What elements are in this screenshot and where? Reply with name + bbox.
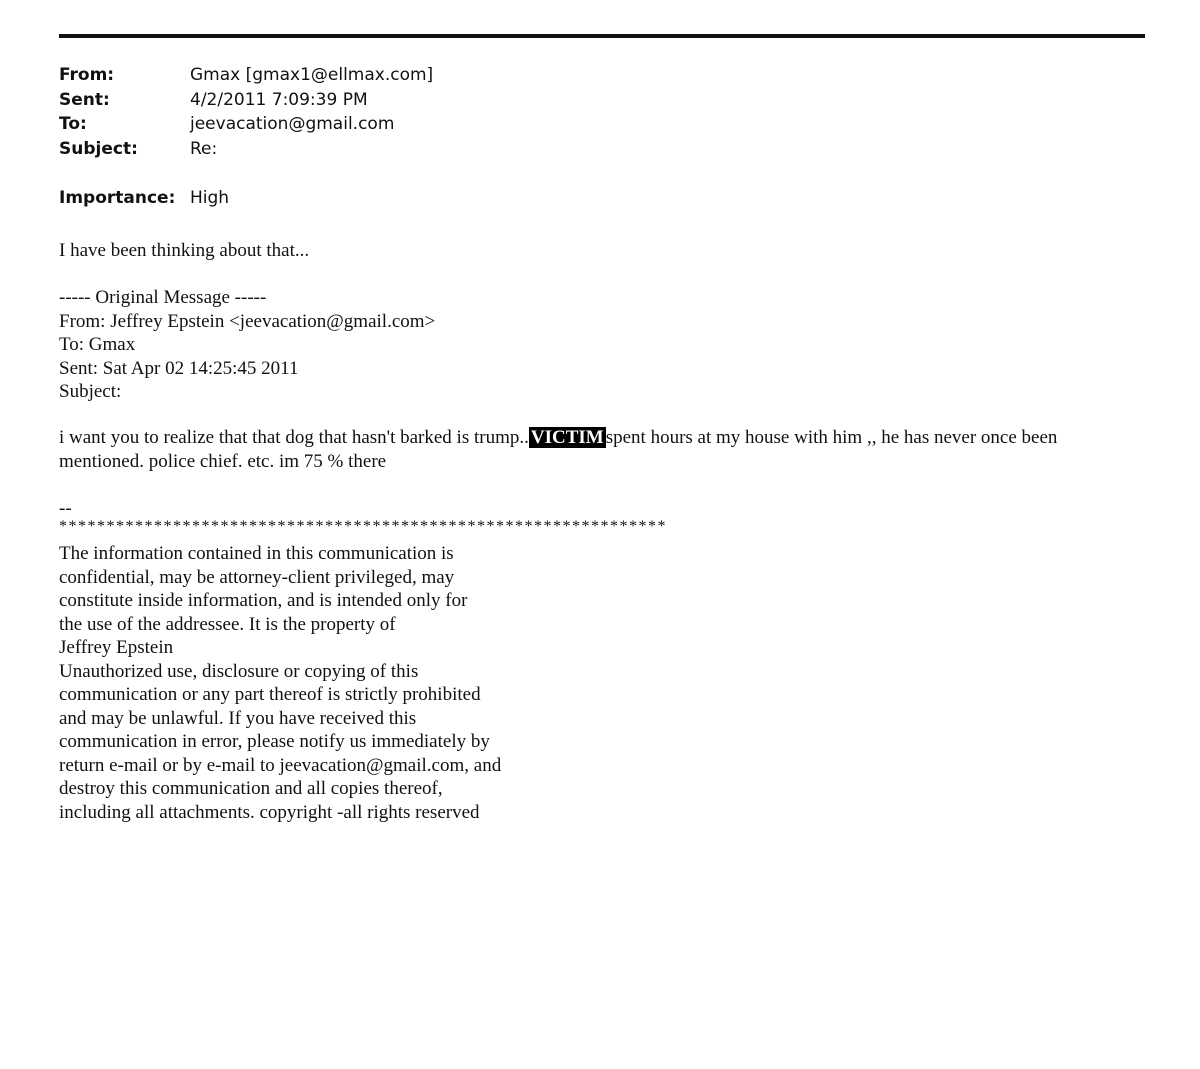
to-value: jeevacation@gmail.com bbox=[190, 114, 395, 135]
disclaimer-line: communication or any part thereof is strictly prohibited bbox=[59, 684, 481, 705]
reply-text: I have been thinking about that... bbox=[59, 240, 310, 261]
disclaimer-line: destroy this communication and all copies thereof, bbox=[59, 778, 443, 799]
disclaimer-line: confidential, may be attorney-client privileged, may bbox=[59, 566, 455, 588]
body-line-1-start: i want you to realize that that dog that hasn't barked is trump.. bbox=[59, 427, 529, 448]
disclaimer-line: the use of the addressee. It is the property of bbox=[59, 613, 396, 635]
from-value: Gmax [gmax1@ellmax.com] bbox=[190, 65, 434, 85]
message-body bbox=[59, 426, 1057, 473]
disclaimer-line: including all attachments. copyright -all rights reserved bbox=[59, 801, 480, 823]
signature-stars: **************************************************************** bbox=[59, 518, 667, 535]
sent-label: Sent: bbox=[59, 89, 110, 110]
to-label: To: bbox=[59, 114, 87, 135]
disclaimer-line: The information contained in this communication is bbox=[59, 543, 454, 564]
importance-label: Importance: bbox=[59, 188, 176, 208]
body-line-2: mentioned. police chief. etc. im 75 % there bbox=[59, 450, 387, 472]
redaction-box: VICTIM bbox=[530, 427, 604, 448]
body-line-1-end: spent hours at my house with him ,, he has never once been bbox=[605, 427, 1058, 448]
disclaimer-line: Unauthorized use, disclosure or copying of this bbox=[59, 660, 419, 682]
original-to-line: To: Gmax bbox=[59, 334, 136, 355]
original-sent-line: Sent: Sat Apr 02 14:25:45 2011 bbox=[59, 357, 299, 379]
sent-value: 4/2/2011 7:09:39 PM bbox=[190, 89, 368, 110]
original-from-line: From: Jeffrey Epstein <jeevacation@gmail.com> bbox=[59, 310, 436, 332]
disclaimer-line: and may be unlawful. If you have received this bbox=[59, 707, 417, 729]
original-subject-line: Subject: bbox=[59, 381, 122, 402]
subject-label: Subject: bbox=[59, 138, 138, 159]
from-label: From: bbox=[59, 65, 115, 85]
original-message-marker: ----- Original Message ----- bbox=[59, 287, 267, 308]
top-divider bbox=[59, 34, 1145, 38]
disclaimer-line: communication in error, please notify us immediately by bbox=[59, 731, 490, 752]
subject-value: Re: bbox=[190, 138, 218, 159]
importance-value: High bbox=[190, 188, 230, 208]
confidentiality-disclaimer bbox=[59, 542, 501, 824]
original-message-header bbox=[59, 286, 435, 404]
disclaimer-line: return e-mail or by e-mail to jeevacation@gmail.com, and bbox=[59, 754, 502, 776]
disclaimer-line: Jeffrey Epstein bbox=[59, 637, 174, 658]
body-line-1 bbox=[59, 426, 1057, 450]
disclaimer-line: constitute inside information, and is intended only for bbox=[59, 590, 468, 611]
signature-separator: -- bbox=[59, 498, 72, 519]
